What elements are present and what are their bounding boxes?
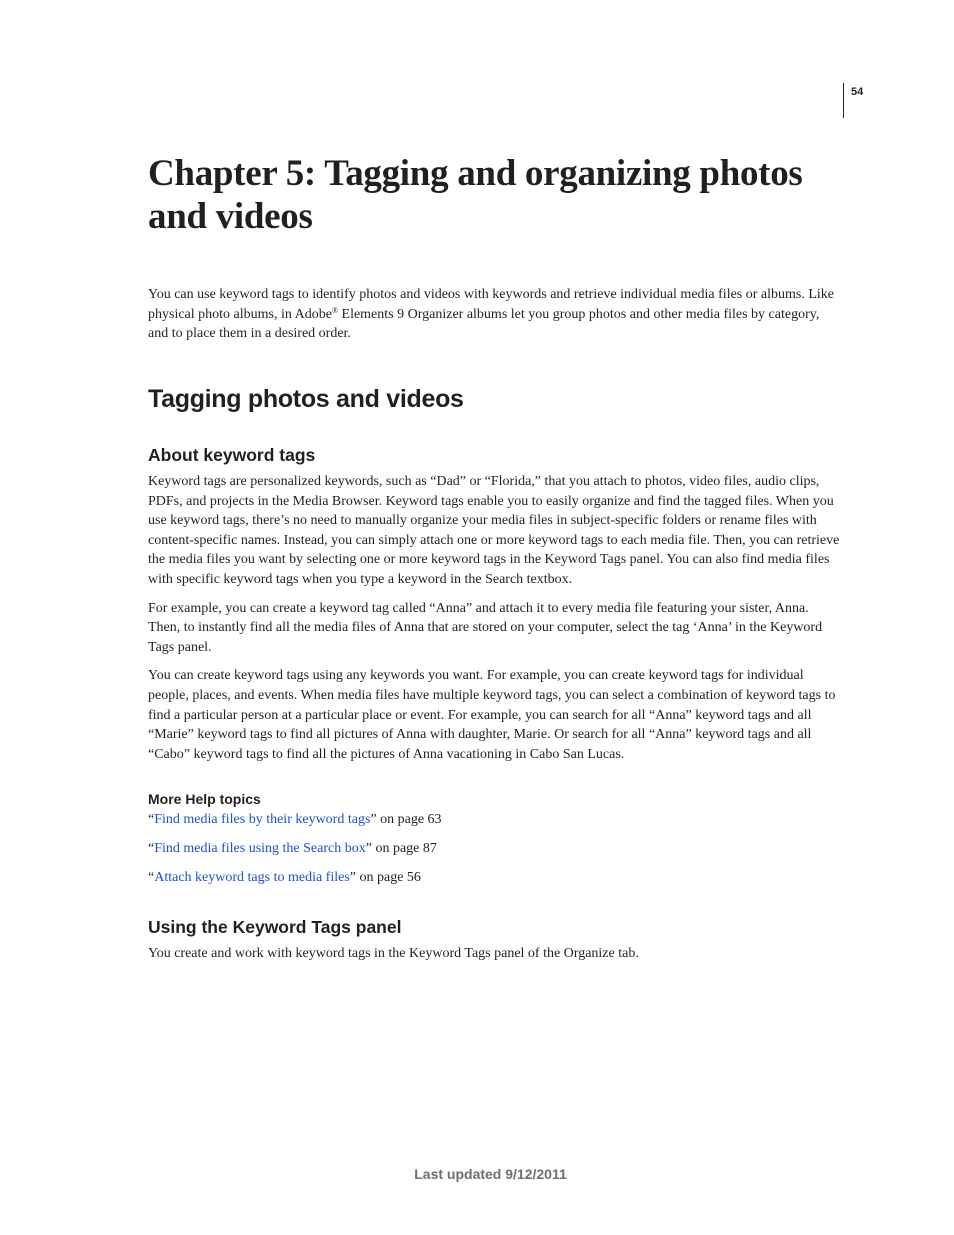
section-heading: Tagging photos and videos xyxy=(148,385,464,413)
about-paragraph-2: For example, you can create a keyword tag called “Anna” and attach it to every media file featuring your sister, Anna. Then, to instantly find all the media files of Anna that are stored on your computer, select the tag ‘Anna’ in the Keyword Tags panel. xyxy=(148,600,823,655)
help-topic-page-ref: ” on page 63 xyxy=(370,812,442,827)
using-keyword-tags-panel-heading: Using the Keyword Tags panel xyxy=(148,917,402,937)
help-topic-open-quote: “ xyxy=(148,812,155,827)
help-topic-open-quote: “ xyxy=(148,841,155,856)
help-topic-link-find-by-keyword-tags[interactable]: Find media files by their keyword tags xyxy=(154,812,371,827)
about-keyword-tags-body xyxy=(148,472,840,773)
page-number: 54 xyxy=(851,86,864,98)
help-topic-link-find-using-search-box[interactable]: Find media files using the Search box xyxy=(154,841,366,856)
intro-text-end: Elements 9 Organizer albums let you group photos and other media files by category, and to place them in a desired order. xyxy=(148,306,820,342)
chapter-title: Chapter 5: Tagging and organizing photos and videos xyxy=(148,153,803,237)
intro-text-start: You can use keyword tags to identify photos and videos with keywords and retrieve individual media files or albums. Like physical photo albums, in Adobe xyxy=(148,287,834,322)
intro-paragraph xyxy=(148,285,840,344)
more-help-topics-heading: More Help topics xyxy=(148,791,261,807)
help-topic-page-ref: ” on page 56 xyxy=(349,870,421,885)
about-keyword-tags-heading: About keyword tags xyxy=(148,445,316,465)
help-topic-item xyxy=(148,839,437,859)
page-number-rule xyxy=(843,83,844,118)
about-paragraph-1: Keyword tags are personalized keywords, such as “Dad” or “Florida,” that you attach to photos, video files, audio clips, PDFs, and projects in the Media Browser. Keyword tags enable you to easily organize and find the tagged files. When you use keyword tags, there’s no need to manually organize your media files in subject-specific folders or rename files with content-specific names. Instead, you can simply attach one or more keyword tags to each media file. Then, you can retrieve the media files you want by selecting one or more keyword tags in the Keyword Tags panel. You can also find media files with specific keyword tags when you type a keyword in the Search textbox. xyxy=(148,474,840,587)
page-footer xyxy=(0,1166,954,1182)
help-topic-link-attach-keyword-tags[interactable]: Attach keyword tags to media files xyxy=(154,870,350,885)
registered-mark: ® xyxy=(331,305,339,315)
help-topic-item xyxy=(148,868,421,888)
help-topic-item xyxy=(148,810,442,830)
last-updated-text: Last updated 9/12/2011 xyxy=(414,1166,567,1182)
about-paragraph-3: You can create keyword tags using any keywords you want. For example, you can create keyword tags for individual people, places, and events. When media files have multiple keyword tags, you can select a combination of keyword tags to find a particular person at a particular place or event. For example, you can search for all “Anna” keyword tags and all “Marie” keyword tags to find all pictures of Anna with daughter, Marie. Or search for all “Anna” keyword tags and all “Cabo” keyword tags to find all the pictures of Anna vacationing in Cabo San Lucas. xyxy=(148,668,836,762)
help-topic-open-quote: “ xyxy=(148,870,155,885)
help-topic-page-ref: ” on page 87 xyxy=(365,841,437,856)
using-keyword-tags-panel-text: You create and work with keyword tags in the Keyword Tags panel of the Organize tab. xyxy=(148,946,639,961)
